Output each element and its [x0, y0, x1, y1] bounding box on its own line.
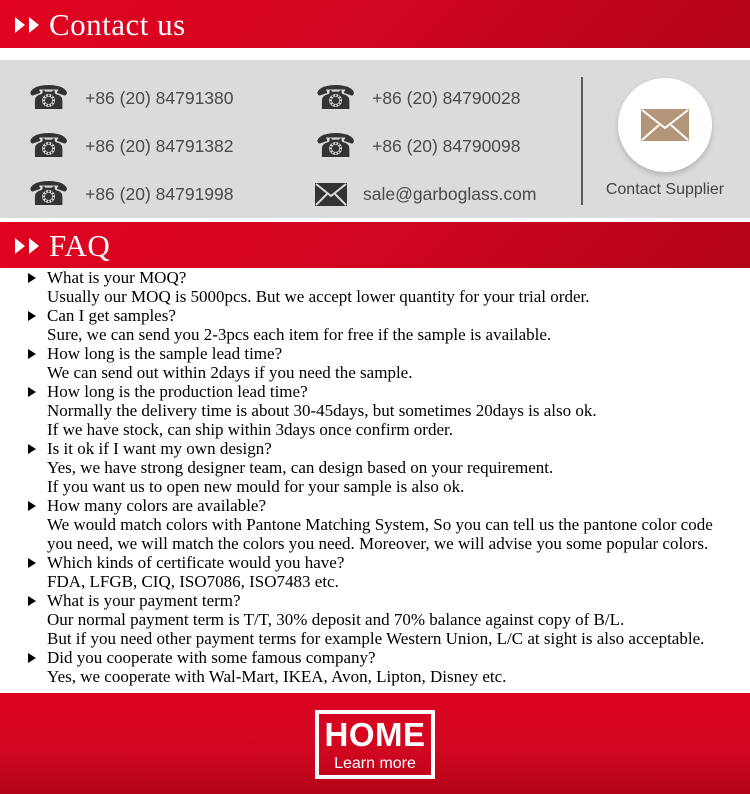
contact-supplier-label: Contact Supplier	[605, 181, 725, 198]
faq-answer: Usually our MOQ is 5000pcs. But we accept lower quantity for your trial order.	[47, 287, 590, 306]
bullet-triangle-icon	[28, 311, 36, 321]
phone-row	[28, 176, 308, 212]
faq-question: Can I get samples?	[0, 306, 750, 325]
faq-title: FAQ	[49, 227, 111, 263]
faq-item	[0, 268, 750, 306]
faq-answer: We can send out within 2days if you need the sample.	[47, 363, 413, 382]
email-row	[315, 176, 575, 212]
email-address: sale@garboglass.com	[363, 183, 537, 204]
faq-question: Which kinds of certificate would you have?	[0, 553, 750, 572]
bullet-triangle-icon	[28, 653, 36, 663]
home-button[interactable]	[315, 710, 435, 779]
faq-answer: FDA, LFGB, CIQ, ISO7086, ISO7483 etc.	[47, 572, 339, 591]
learn-more-label: Learn more	[334, 754, 416, 772]
contact-panel	[0, 60, 750, 218]
faq-answer: you need, we will match the colors you need. Moreover, we will advise you some popular colors.	[47, 534, 709, 553]
phone-number: +86 (20) 84791382	[85, 135, 234, 156]
faq-question: What is your payment term?	[0, 591, 750, 610]
faq-answer: Our normal payment term is T/T, 30% deposit and 70% balance against copy of B/L.	[47, 610, 625, 629]
bullet-triangle-icon	[28, 349, 36, 359]
bullet-triangle-icon	[28, 444, 36, 454]
double-chevron-icon	[15, 17, 39, 33]
email-envelope-icon	[315, 183, 347, 206]
faq-banner	[0, 222, 750, 268]
phone-row	[28, 128, 308, 164]
faq-answer: Sure, we can send you 2-3pcs each item for free if the sample is available.	[47, 325, 552, 344]
faq-answer: If you want us to open new mould for your sample is also ok.	[47, 477, 465, 496]
bullet-triangle-icon	[28, 273, 36, 283]
faq-answer: But if you need other payment terms for example Western Union, L/C at sight is also acceptable.	[47, 629, 705, 648]
phone-icon: ☎	[28, 78, 70, 117]
phone-icon: ☎	[28, 174, 70, 213]
faq-answer: Yes, we cooperate with Wal-Mart, IKEA, Avon, Lipton, Disney etc.	[47, 667, 507, 686]
faq-question: Is it ok if I want my own design?	[0, 439, 750, 458]
faq-item	[0, 496, 750, 553]
faq-item	[0, 382, 750, 439]
bullet-triangle-icon	[28, 558, 36, 568]
envelope-icon	[641, 109, 689, 141]
faq-answer: We would match colors with Pantone Matching System, So you can tell us the pantone color code	[47, 515, 713, 534]
contact-us-title: Contact us	[49, 6, 186, 42]
bullet-triangle-icon	[28, 387, 36, 397]
faq-answer: Normally the delivery time is about 30-45days, but sometimes 20days is also ok.	[47, 401, 597, 420]
phone-number: +86 (20) 84790098	[372, 135, 521, 156]
bullet-triangle-icon	[28, 596, 36, 606]
faq-item	[0, 439, 750, 496]
contact-supplier-button[interactable]	[618, 78, 712, 172]
faq-answer: Yes, we have strong designer team, can design based on your requirement.	[47, 458, 554, 477]
phone-row	[315, 80, 575, 116]
faq-question: How long is the sample lead time?	[0, 344, 750, 363]
phone-icon: ☎	[315, 78, 357, 117]
home-button-label: HOME	[324, 715, 426, 753]
faq-question: How many colors are available?	[0, 496, 750, 515]
bullet-triangle-icon	[28, 501, 36, 511]
faq-item	[0, 306, 750, 344]
faq-item	[0, 553, 750, 591]
contact-us-banner	[0, 0, 750, 48]
phone-icon: ☎	[28, 126, 70, 165]
faq-answer: If we have stock, can ship within 3days once confirm order.	[47, 420, 453, 439]
faq-question: What is your MOQ?	[0, 268, 750, 287]
phone-row	[28, 80, 308, 116]
faq-item	[0, 344, 750, 382]
phone-number: +86 (20) 84790028	[372, 87, 521, 108]
chevron-right-icon	[15, 17, 25, 33]
phone-row	[315, 128, 575, 164]
phone-icon: ☎	[315, 126, 357, 165]
faq-question: Did you cooperate with some famous company?	[0, 648, 750, 667]
double-chevron-icon	[15, 238, 39, 254]
phone-number: +86 (20) 84791998	[85, 183, 234, 204]
faq-question: How long is the production lead time?	[0, 382, 750, 401]
footer-band	[0, 693, 750, 794]
chevron-right-icon	[15, 238, 25, 254]
phone-number: +86 (20) 84791380	[85, 87, 234, 108]
chevron-right-icon	[29, 238, 39, 254]
faq-item	[0, 591, 750, 648]
faq-item	[0, 648, 750, 686]
chevron-right-icon	[29, 17, 39, 33]
faq-list	[0, 268, 750, 686]
